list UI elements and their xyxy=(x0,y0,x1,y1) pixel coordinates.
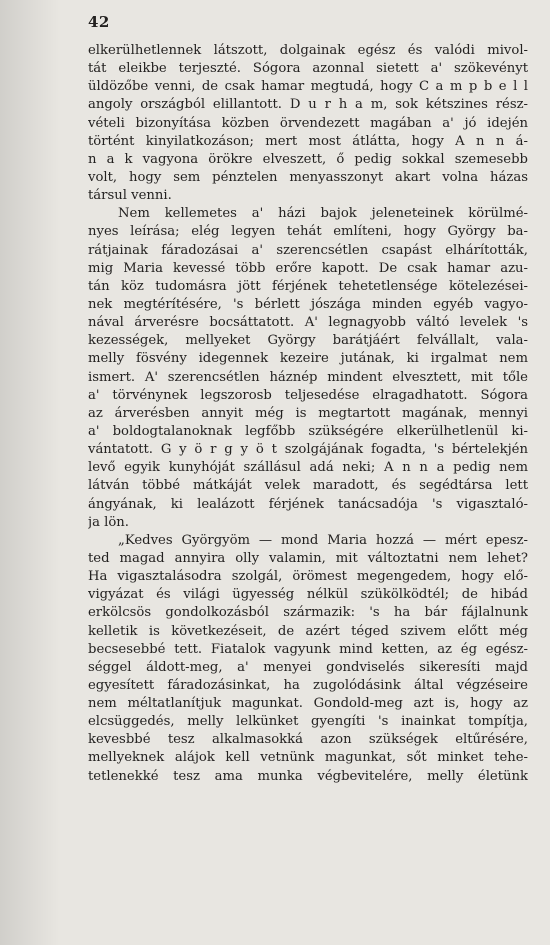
text-line: séggel áldott-meg, a' menyei gondviselés sikeresíti majd xyxy=(88,659,528,675)
text-line: látván többé mátkáját velek maradott, és segédtársa lett xyxy=(88,478,528,494)
page-gutter-shadow xyxy=(0,0,60,945)
text-line: a' törvénynek legszorosb teljesedése elragadhatott. Sógora xyxy=(88,387,528,403)
text-line: elcsüggedés, melly lelkünket gyengíti 's inainkat tompítja, xyxy=(88,714,528,730)
text-line: kevesbbé tesz alkalmasokká azon szükségek eltűrésére, xyxy=(88,732,528,748)
text-line: volt, hogy sem pénztelen menyasszonyt akart volna házas xyxy=(88,169,528,185)
text-line: levő egyik kunyhóját szállásul adá neki; A n n a pedig nem xyxy=(88,460,528,476)
text-line: vigyázat és világi ügyesség nélkül szükölködtél; de hibád xyxy=(88,587,528,603)
text-line: az árverésben annyit még is megtartott magának, mennyi xyxy=(88,405,528,421)
text-line: Nem kellemetes a' házi bajok jeleneteinek körülmé- xyxy=(118,206,528,222)
text-line: tán köz tudomásra jött férjének tehetetlensége kötelezései- xyxy=(88,278,528,294)
text-line: ted magad annyira olly valamin, mit változtatni nem lehet? xyxy=(88,550,528,566)
text-line: kelletik is következéseit, de azért téged szivem előtt még xyxy=(88,623,528,639)
text-line: nek megtérítésére, 's bérlett jószága minden egyéb vagyo- xyxy=(88,296,528,312)
body-text xyxy=(88,42,528,786)
text-line: rátjainak fáradozásai a' szerencsétlen csapást elhárították, xyxy=(88,242,528,258)
text-line: becsesebbé tett. Fiatalok vagyunk mind ketten, az ég egész- xyxy=(88,641,528,657)
text-line: n a k vagyona örökre elveszett, ő pedig sokkal szemesebb xyxy=(88,151,528,167)
text-line: elkerülhetlennek látszott, dolgainak egész és valódi mivol- xyxy=(88,43,528,58)
text-line: erkölcsös gondolkozásból származik: 's ha bár fájlalnunk xyxy=(88,605,528,621)
text-line: nem méltatlanítjuk magunkat. Gondold-meg azt is, hogy az xyxy=(88,696,528,712)
text-line: üldözőbe venni, de csak hamar megtudá, hogy C a m p b e l l xyxy=(88,79,528,95)
text-line: tetlenekké tesz ama munka végbevitelére, melly életünk xyxy=(88,768,528,784)
text-line: tát eleikbe terjeszté. Sógora azonnal sietett a' szökevényt xyxy=(88,61,528,77)
text-line: nával árverésre bocsáttatott. A' legnagyobb váltó levelek 's xyxy=(88,315,528,331)
text-line: „Kedves Györgyöm — mond Maria hozzá — mért epesz- xyxy=(118,532,528,548)
text-line: nyes leírása; elég legyen tehát említeni, hogy György ba- xyxy=(88,224,528,240)
text-line: ángyának, ki lealázott férjének tanácsadója 's vigasztaló- xyxy=(88,496,528,512)
text-line: történt kinyilatkozáson; mert most átlátta, hogy A n n á- xyxy=(88,133,528,149)
text-line: egyesített fáradozásinkat, ha zugolódásink által végzéseire xyxy=(88,677,528,693)
text-line: vántatott. G y ö r g y ö t szolgájának fogadta, 's bértelekjén xyxy=(88,442,528,458)
text-line: mig Maria kevessé több erőre kapott. De csak hamar azu- xyxy=(88,260,528,276)
text-line: angoly országból elillantott. D u r h a m, sok kétszines rész- xyxy=(88,97,528,113)
text-line: mellyeknek alájok kell vetnünk magunkat, sőt minket tehe- xyxy=(88,750,528,766)
page-number: 42 xyxy=(88,13,110,31)
text-line: társul venni. xyxy=(88,188,172,204)
text-line: melly fösvény idegennek kezeire jutának, ki irgalmat nem xyxy=(88,351,528,367)
text-line: Ha vigasztalásodra szolgál, örömest megengedem, hogy elő- xyxy=(88,569,528,585)
text-line: kezességek, mellyeket György barátjáért felvállalt, vala- xyxy=(88,333,528,349)
text-line: ja lön. xyxy=(88,514,129,530)
text-line: vételi bizonyítása közben örvendezett magában a' jó idején xyxy=(88,115,528,131)
text-line: ismert. A' szerencsétlen háznép mindent elvesztett, mit tőle xyxy=(88,369,528,385)
text-line: a' boldogtalanoknak legfőbb szükségére elkerülhetlenül ki- xyxy=(88,423,528,439)
